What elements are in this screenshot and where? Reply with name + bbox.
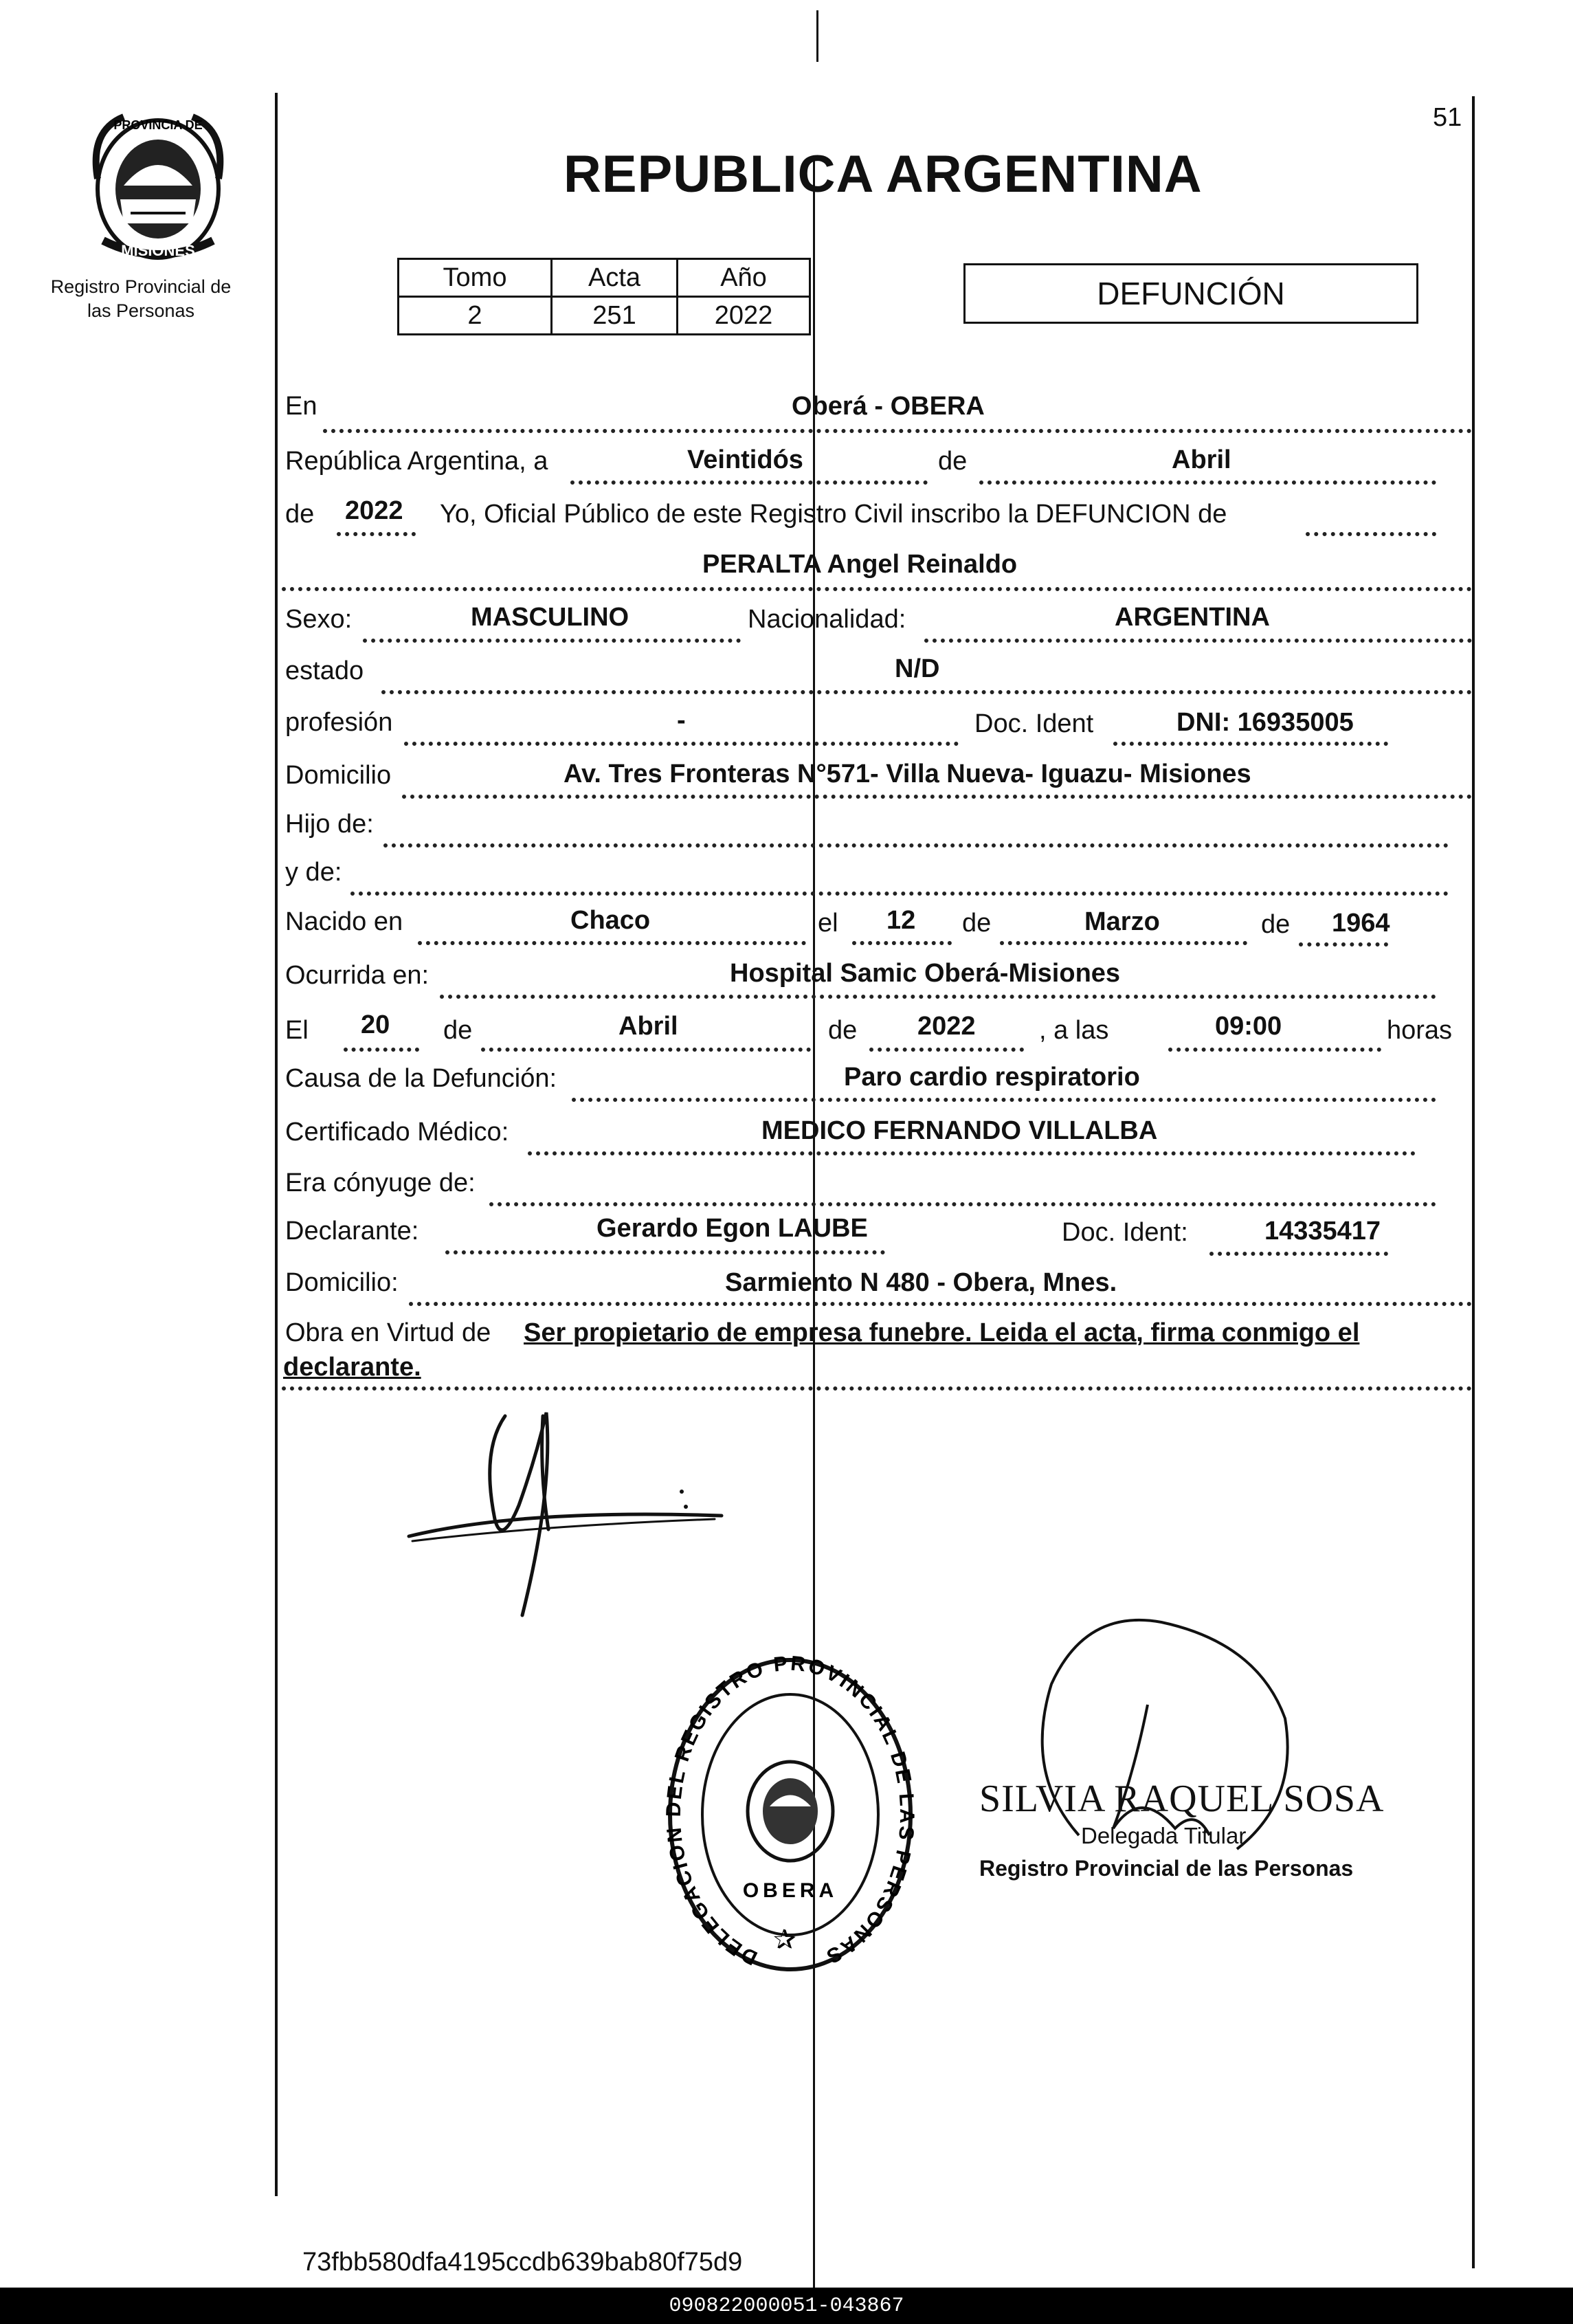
declarant-signature [399, 1388, 742, 1636]
header-tomo: Tomo [399, 259, 552, 297]
province-seal-icon [82, 103, 234, 268]
certificado-label: Certificado Médico: [285, 1118, 509, 1147]
inscribo-text: Yo, Oficial Público de este Registro Civil inscribo la DEFUNCION de [440, 500, 1227, 529]
month-value: Abril [1172, 445, 1231, 474]
nacionalidad-value: ARGENTINA [1115, 603, 1270, 632]
birth-year: 1964 [1332, 909, 1390, 938]
stamp-city: OBERA [742, 1879, 838, 1902]
yde-label: y de: [285, 858, 342, 887]
fold-line-top [816, 10, 818, 62]
en-value: Oberá - OBERA [792, 392, 985, 421]
el-label: el [818, 909, 838, 938]
svg-text:✰: ✰ [773, 1924, 796, 1956]
org-line-2: las Personas [87, 300, 195, 321]
domicilio2-label: Domicilio: [285, 1268, 399, 1297]
obra-line [282, 1358, 1472, 1391]
profesion-label: profesión [285, 708, 393, 737]
record-table [397, 258, 811, 335]
alas-label: , a las [1039, 1016, 1109, 1045]
signatory-name: SILVIA RAQUEL SOSA [979, 1778, 1385, 1820]
de-label-2: de [285, 500, 315, 529]
nacido-value: Chaco [570, 906, 651, 935]
sexo-value: MASCULINO [471, 603, 629, 632]
seal-text-top: PROVINCIA DE [113, 118, 203, 132]
value-tomo: 2 [399, 297, 552, 335]
org-name [41, 275, 241, 323]
stamp-ring-text: DELEGACION DEL REGISTRO PROVINCIAL DE LAS PERSONAS [662, 1652, 919, 1970]
estado-label: estado [285, 656, 364, 685]
causa-value: Paro cardio respiratorio [844, 1063, 1140, 1092]
page-title: REPUBLICA ARGENTINA [564, 145, 1203, 203]
day-value: Veintidós [687, 445, 803, 474]
declarante-label: Declarante: [285, 1217, 419, 1246]
obra-value-1: Ser propietario de empresa funebre. Leida el acta, firma conmigo el [524, 1318, 1360, 1347]
record-table-header [399, 259, 810, 297]
certificado-value: MEDICO FERNANDO VILLALBA [761, 1116, 1158, 1145]
doc2-value: 14335417 [1264, 1217, 1381, 1246]
header-ano: Año [678, 259, 810, 297]
conyuge-line [489, 1172, 1436, 1206]
signatory-role: Delegada Titular [1081, 1823, 1247, 1848]
document-hash: 73fbb580dfa4195ccdb639bab80f75d9 [302, 2248, 743, 2277]
right-margin-line [1472, 96, 1475, 2268]
record-type: DEFUNCIÓN [1097, 276, 1285, 311]
ocurrida-label: Ocurrida en: [285, 961, 429, 990]
horas-label: horas [1387, 1016, 1453, 1045]
doc-label: Doc. Ident [974, 709, 1094, 738]
record-table-values [399, 297, 810, 335]
death-month: Abril [618, 1012, 678, 1041]
death-day: 20 [361, 1010, 390, 1039]
causa-label: Causa de la Defunción: [285, 1064, 557, 1093]
inscribo-line [1306, 502, 1436, 536]
value-ano: 2022 [678, 297, 810, 335]
profesion-value: - [677, 706, 686, 735]
birth-month: Marzo [1084, 907, 1160, 936]
republica-label: República Argentina, a [285, 447, 548, 476]
deceased-name: PERALTA Angel Reinaldo [702, 550, 1018, 579]
death-year: 2022 [917, 1012, 976, 1041]
obra-label: Obra en Virtud de [285, 1318, 491, 1347]
de-label-4: de [1261, 910, 1291, 939]
de-label-5: de [443, 1016, 473, 1045]
nacionalidad-label: Nacionalidad: [748, 605, 906, 634]
year-value: 2022 [345, 496, 403, 525]
left-margin-line [275, 93, 278, 2196]
sexo-label: Sexo: [285, 605, 353, 634]
domicilio2-value: Sarmiento N 480 - Obera, Mnes. [725, 1268, 1117, 1297]
doc-value: DNI: 16935005 [1176, 708, 1354, 737]
org-line-1: Registro Provincial de [50, 276, 232, 297]
hijo-line [383, 813, 1449, 848]
estado-value: N/D [895, 654, 940, 683]
doc2-label: Doc. Ident: [1062, 1218, 1188, 1247]
birth-day: 12 [886, 906, 916, 935]
de-label-1: de [938, 447, 968, 476]
page-number: 51 [1433, 103, 1462, 132]
de-label-6: de [828, 1016, 858, 1045]
hijo-label: Hijo de: [285, 810, 374, 839]
value-acta: 251 [552, 297, 678, 335]
yde-line [350, 861, 1449, 896]
domicilio-value: Av. Tres Fronteras N°571- Villa Nueva- Iguazu- Misiones [564, 760, 1251, 788]
domicilio-label: Domicilio [285, 761, 392, 790]
signatory-office: Registro Provincial de las Personas [979, 1856, 1354, 1881]
nacido-label: Nacido en [285, 907, 403, 936]
document-code: 090822000051-043867 [669, 2294, 904, 2318]
declarante-value: Gerardo Egon LAUBE [596, 1214, 868, 1243]
El-label: El [285, 1016, 309, 1045]
en-label: En [285, 392, 317, 421]
office-stamp [660, 1650, 921, 1987]
de-label-3: de [962, 909, 992, 938]
record-type-box [963, 263, 1418, 324]
footer-bar [0, 2288, 1573, 2324]
seal-text-bottom: MISIONES [121, 242, 195, 259]
ocurrida-value: Hospital Samic Oberá-Misiones [730, 959, 1121, 988]
death-time: 09:00 [1215, 1012, 1282, 1041]
conyuge-label: Era cónyuge de: [285, 1169, 476, 1197]
header-acta: Acta [552, 259, 678, 297]
obra-value-2: declarante. [283, 1353, 421, 1382]
